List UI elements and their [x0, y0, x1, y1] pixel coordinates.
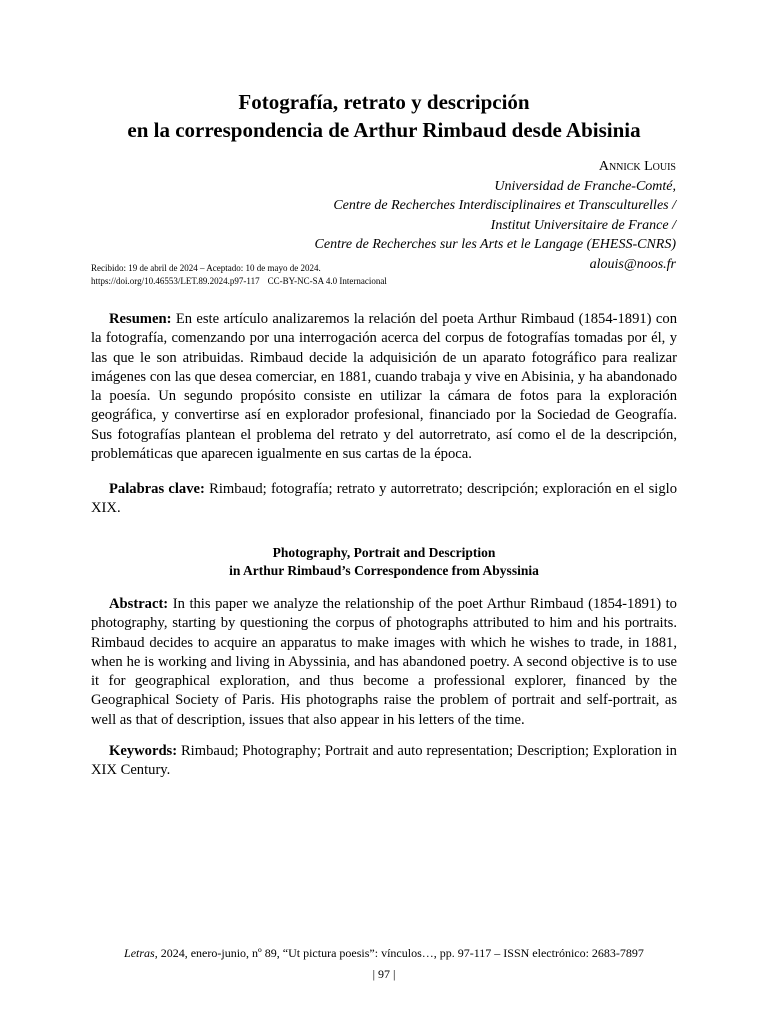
footer-citation: , 2024, enero-junio, nº 89, “Ut pictura poesis”: vínculos…, pp. 97-117 – ISSN electrónico: 2683-7897	[154, 946, 644, 960]
keywords-section	[91, 742, 677, 781]
page-footer	[60, 945, 708, 961]
palabras-clave-text: Rimbaud; fotografía; retrato y autorretrato; descripción; exploración en el siglo XIX.	[91, 481, 677, 517]
abstract-section	[91, 595, 677, 730]
doi-link[interactable]: https://doi.org/10.46553/LET.89.2024.p97-117	[91, 275, 260, 286]
resumen-section	[91, 310, 677, 464]
resumen-label: Resumen:	[109, 311, 172, 327]
author-email[interactable]: alouis@noos.fr	[589, 256, 676, 272]
palabras-clave-label: Palabras clave:	[109, 481, 205, 497]
palabras-clave-paragraph	[91, 480, 677, 519]
title-line-1: Fotografía, retrato y descripción	[238, 90, 530, 114]
affiliation-4: Centre de Recherches sur les Arts et le Langage (EHESS-CNRS)	[314, 237, 676, 252]
english-title	[91, 544, 677, 580]
english-title-line-2: in Arthur Rimbaud’s Correspondence from Abyssinia	[229, 563, 539, 578]
affiliation-2: Centre de Recherches Interdisciplinaires et Transculturelles /	[333, 198, 676, 213]
title-line-2: en la correspondencia de Arthur Rimbaud desde Abisinia	[127, 118, 641, 142]
resumen-text: En este artículo analizaremos la relación del poeta Arthur Rimbaud (1854-1891) con la fotografía, comenzando por una interrogación acerca del corpus de fotografías tomadas por él, y las que le son atribuidas. Rimbaud decide la adquisición de un aparato fotográfico para realizar imágenes con las que desea comerciar, en 1881, cuando trabaja y vive en Abisinia, y ha abandonado la poesía. Un segundo propósito consiste en utilizar la cámara de fotos para la exploración geográfica, y convertirse así en explorador profesional, financiado por la Sociedad de Geografía. Sus fotografías plantean el problema del retrato y del autorretrato, así como el de la descripción, problemáticas que aparecen igualmente en sus cartas de la época.	[91, 311, 677, 463]
page-number: | 97 |	[372, 967, 396, 981]
resumen-paragraph	[91, 310, 677, 464]
keywords-paragraph	[91, 742, 677, 781]
abstract-paragraph	[91, 595, 677, 730]
article-title	[60, 88, 708, 144]
keywords-text: Rimbaud; Photography; Portrait and auto representation; Description; Exploration in XIX Century.	[91, 743, 677, 779]
doi-license-line	[91, 275, 387, 288]
author-name: Annick Louis	[598, 159, 676, 174]
english-title-line-1: Photography, Portrait and Description	[272, 545, 496, 560]
received-accepted-dates: Recibido: 19 de abril de 2024 – Aceptado: 10 de mayo de 2024.	[91, 263, 321, 273]
affiliation-3: Institut Universitaire de France /	[490, 217, 676, 233]
keywords-label: Keywords:	[109, 743, 178, 759]
author-block	[156, 157, 676, 274]
journal-name: Letras	[124, 946, 155, 960]
palabras-clave-section	[91, 480, 677, 519]
abstract-text: In this paper we analyze the relationship of the poet Arthur Rimbaud (1854-1891) to photography, starting by questioning the corpus of photographs attributed to him and his portraits. Rimbaud decides to acquire an apparatus to make images with which he wishes to trade, in 1881, when he is working and living in Abyssinia, and has abandoned poetry. A second objective is to use it for geographical exploration, and thus become a professional explorer, financed by the Geographical Society of Paris. His photographs raise the problem of portrait and self-portrait, as well as that of description, issues that also appear in his letters of the time.	[91, 596, 677, 728]
article-meta	[91, 262, 387, 287]
license-text: CC-BY-NC-SA 4.0 Internacional	[267, 275, 387, 286]
abstract-label: Abstract:	[109, 596, 169, 612]
affiliation-1: Universidad de Franche-Comté,	[494, 178, 676, 194]
